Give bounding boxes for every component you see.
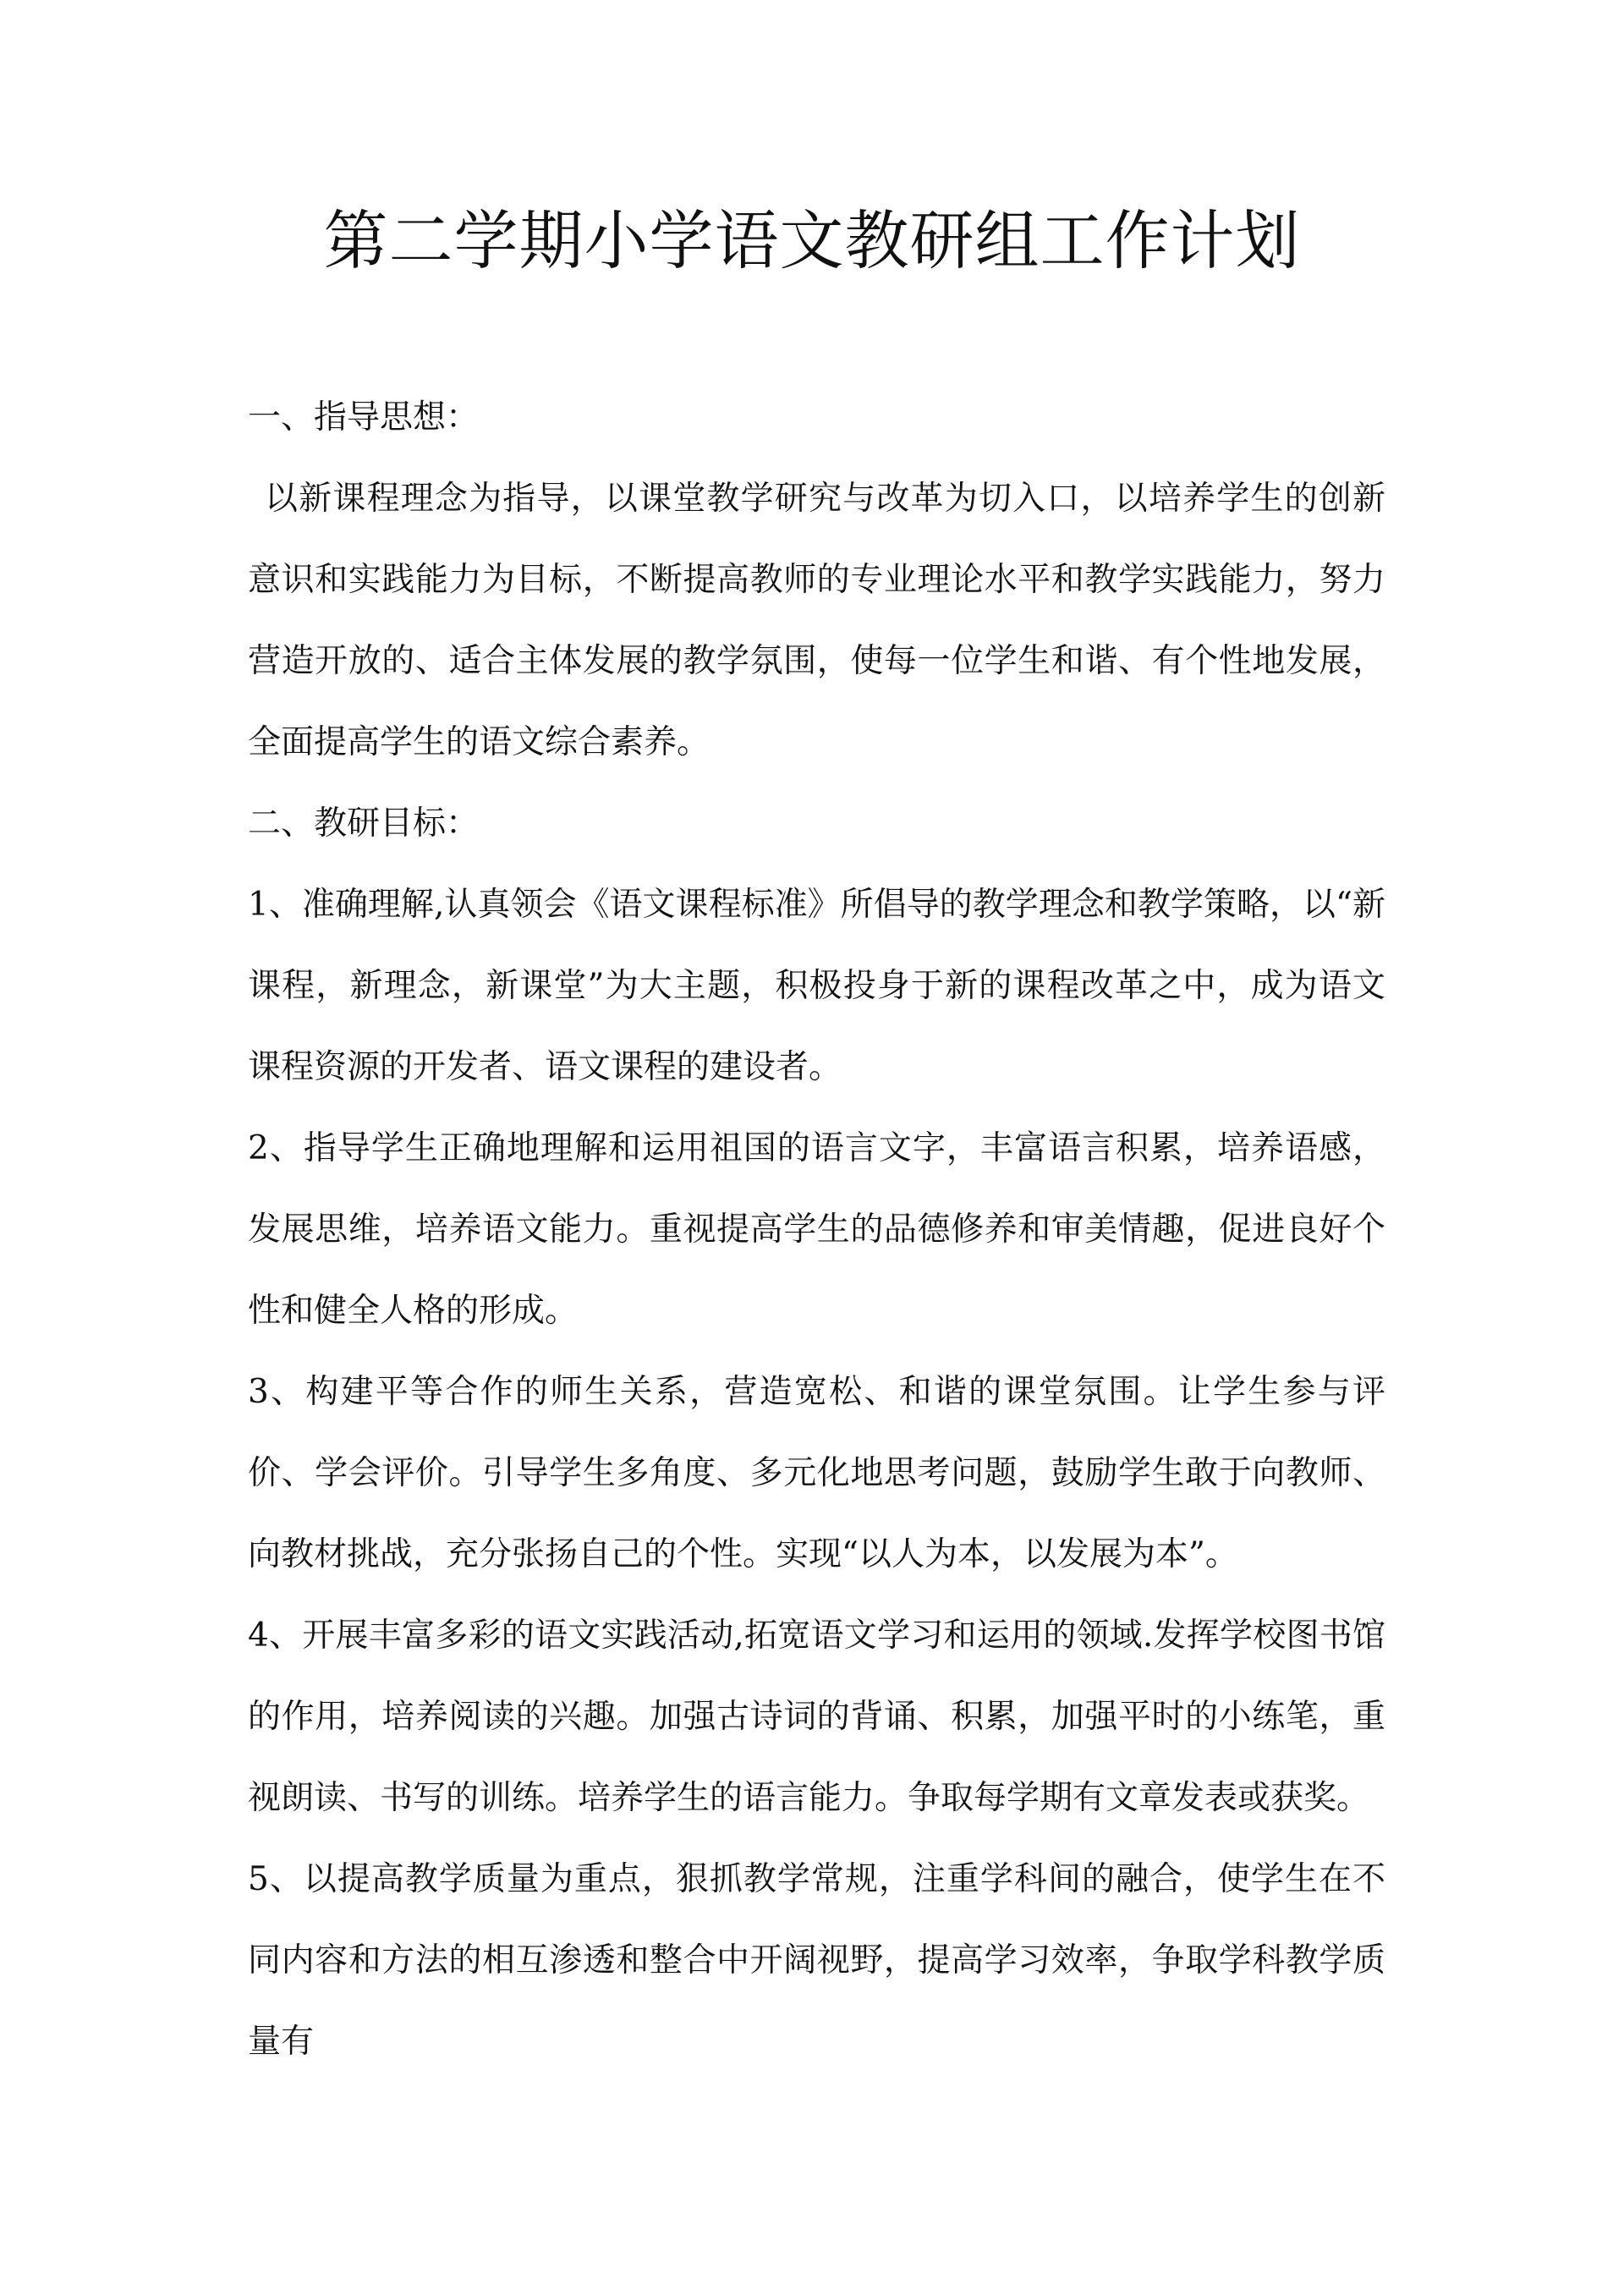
document-title: 第二学期小学语文教研组工作计划 xyxy=(323,203,1301,278)
goal-item-1: 1、准确理解,认真领会《语文课程标准》所倡导的教学理念和教学策略，以“新课程，新理念，新课堂”为大主题，积极投身于新的课程改革之中，成为语文课程资源的开发者、语文课程的建设者。 xyxy=(248,886,1385,1086)
paragraph-guiding-thought: 以新课程理念为指导，以课堂教学研究与改革为切入口，以培养学生的创新意识和实践能力为目标，不断提高教师的专业理论水平和教学实践能力，努力营造开放的、适合主体发展的教学氛围，使每一位学生和谐、有个性地发展，全面提高学生的语文综合素养。 xyxy=(248,480,1385,761)
goal-item-3: 3、构建平等合作的师生关系，营造宽松、和谐的课堂氛围。让学生参与评价、学会评价。引导学生多角度、多元化地思考问题，鼓励学生敢于向教师、向教材挑战，充分张扬自己的个性。实现“以人为本，以发展为本”。 xyxy=(248,1373,1385,1573)
goal-item-2: 2、指导学生正确地理解和运用祖国的语言文字，丰富语言积累，培养语感，发展思维，培养语文能力。重视提高学生的品德修养和审美情趣，促进良好个性和健全人格的形成。 xyxy=(248,1129,1385,1330)
document-body xyxy=(248,377,1385,2083)
section-heading-research-goals: 二、教研目标： xyxy=(248,804,480,843)
section-heading-guiding-thought: 一、指导思想： xyxy=(248,398,480,436)
goal-item-4: 4、开展丰富多彩的语文实践活动,拓宽语文学习和运用的领域.发挥学校图书馆的作用，培养阅读的兴趣。加强古诗词的背诵、积累，加强平时的小练笔，重视朗读、书写的训练。培养学生的语言能力。争取每学期有文章发表或获奖。 xyxy=(248,1617,1385,1817)
goal-item-5: 5、以提高教学质量为重点，狠抓教学常规，注重学科间的融合，使学生在不同内容和方法的相互渗透和整合中开阔视野，提高学习效率，争取学科教学质量有 xyxy=(248,1860,1385,2061)
